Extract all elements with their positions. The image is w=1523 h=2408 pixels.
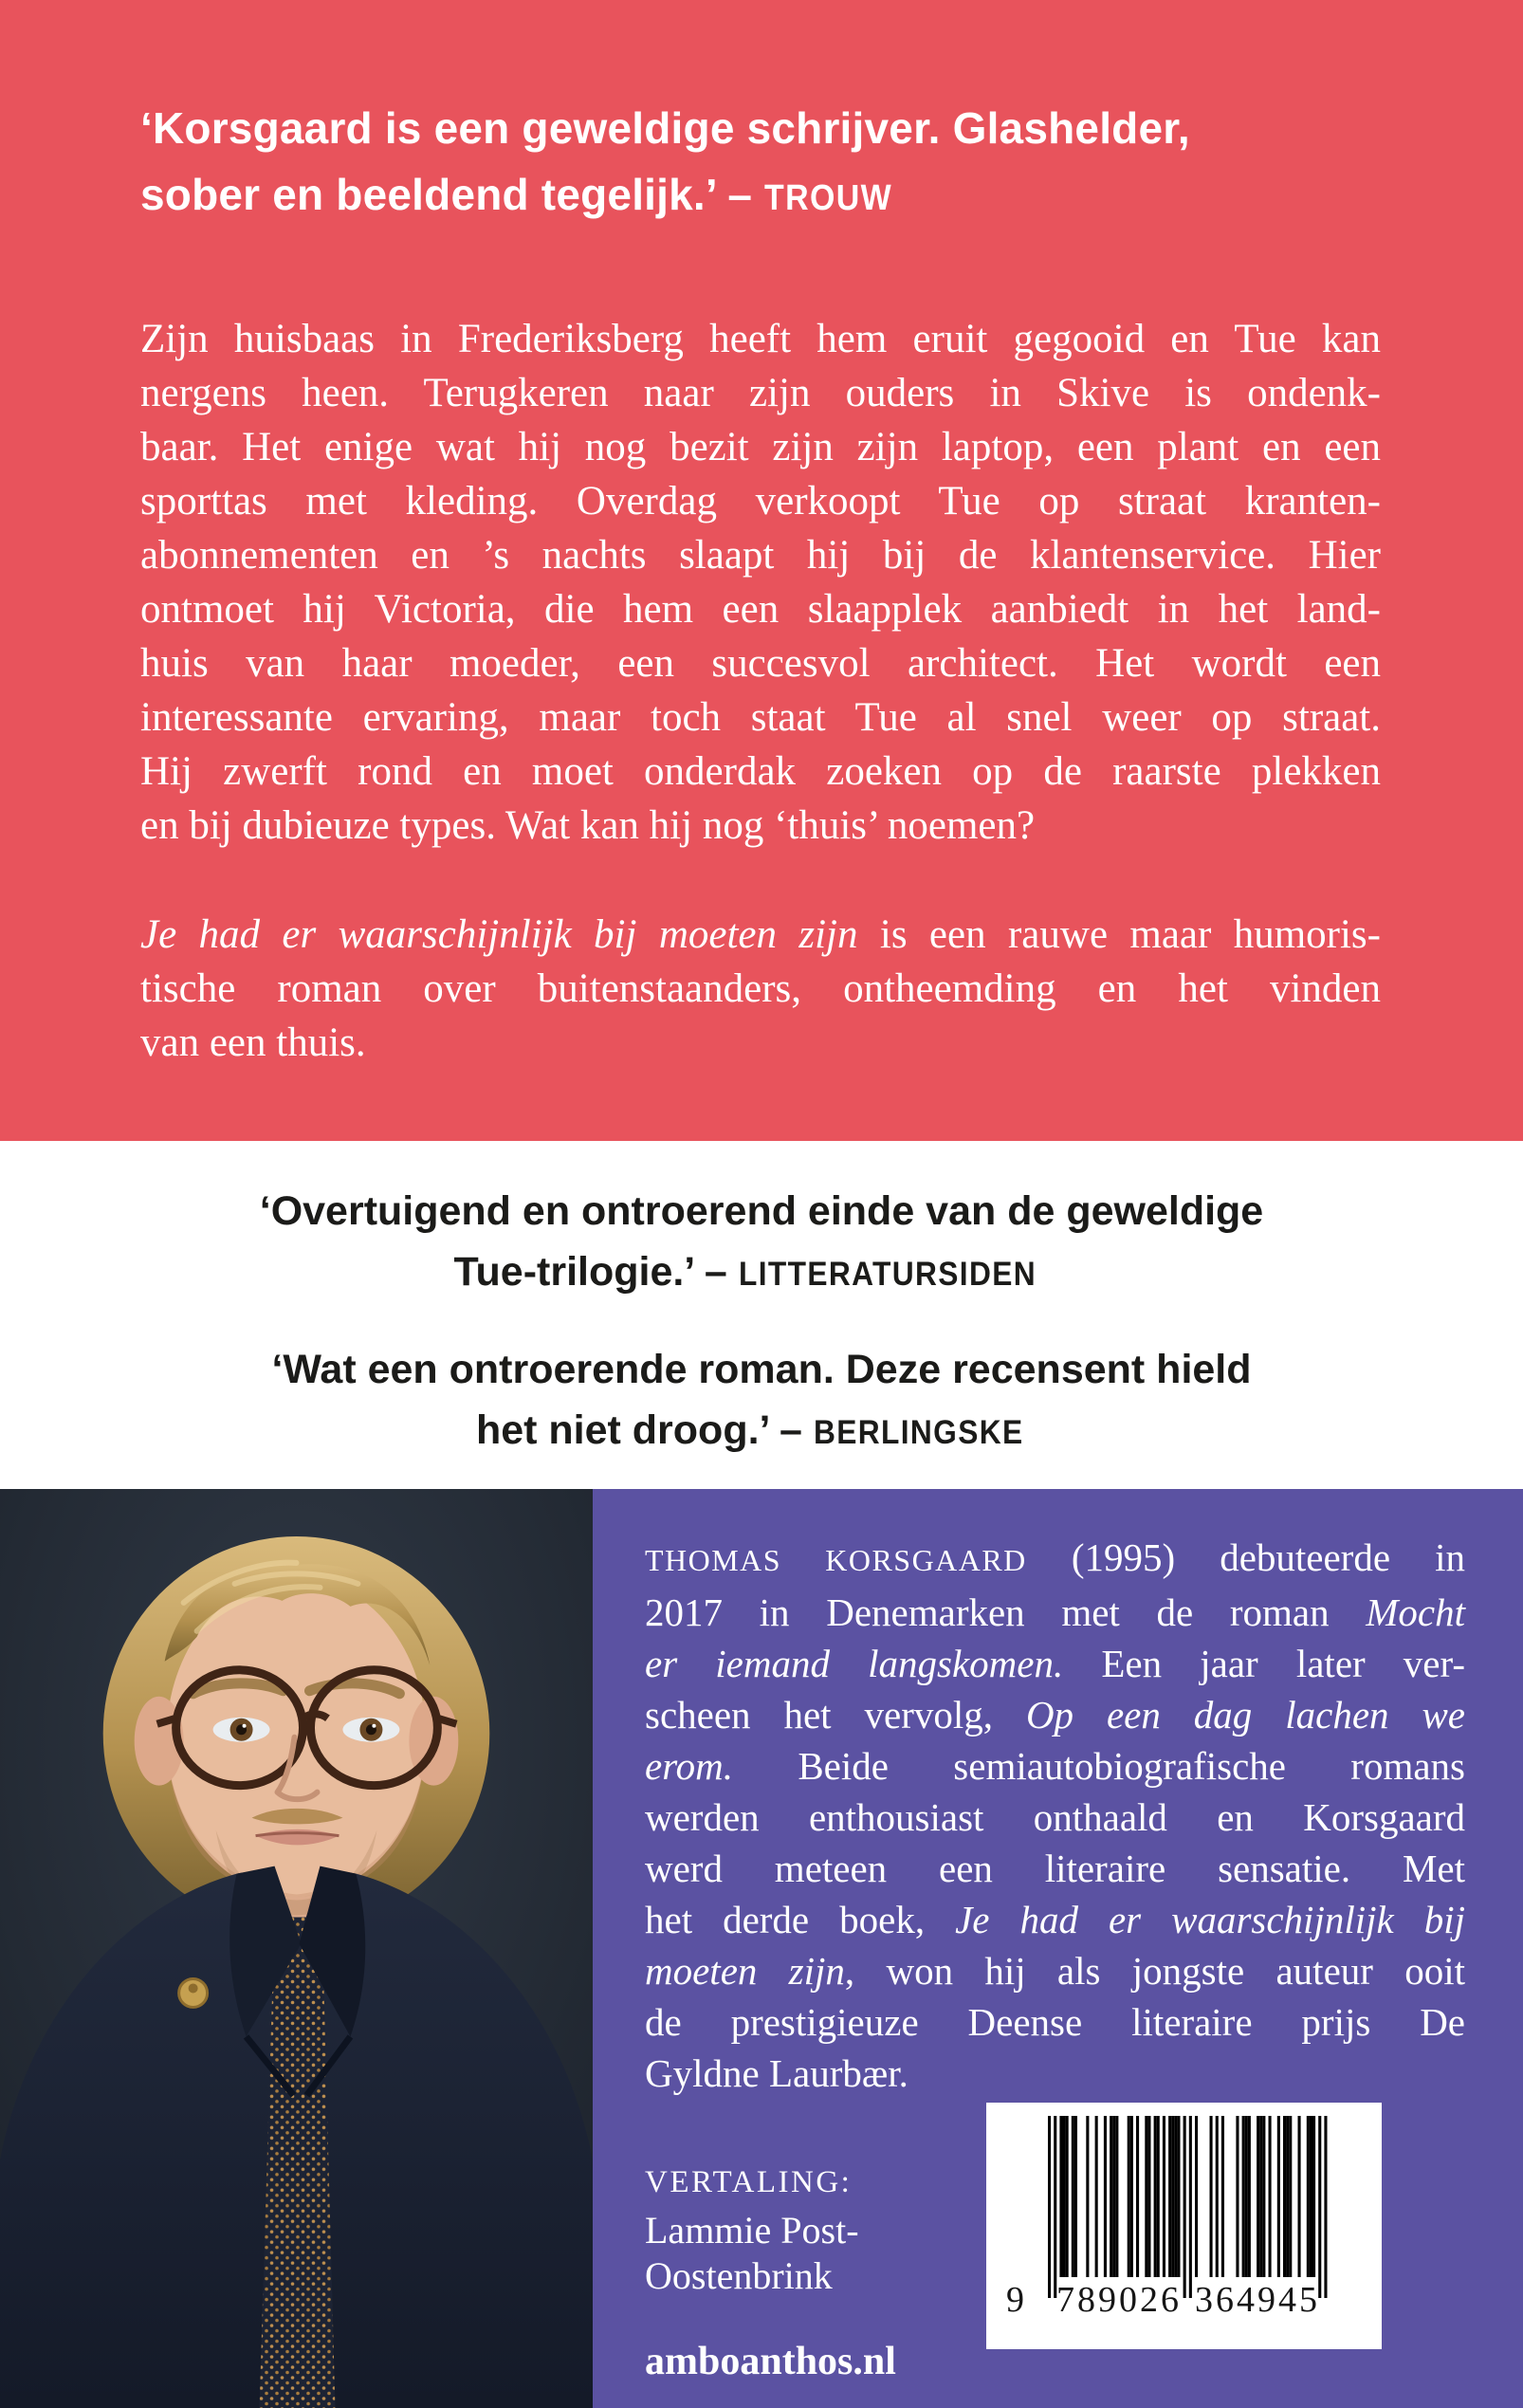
author-bio: THOMAS KORSGAARD (1995) debuteerde in 2017 in Denemarken met de roman Mocht er iemand langskomen. Een jaar later ver- scheen het vervolg, Op een dag lachen we erom. Beide semiautobiografische romans werden enthousiast onthaald en Korsgaard werd meteen een literaire sensatie. Met het derde boek, Je had er waarschijnlijk bij moeten zijn, won hij als jongste auteur ooit de prestigieuze Deense literaire prijs De Gyldne Laurbær.: [645, 1535, 1465, 2095]
isbn-number: [986, 2279, 1382, 2336]
press-quote-litteratursiden: ‘Overtuigend en ontroerend einde van de geweldige Tue-trilogie.’ – LITTERATURSIDEN: [259, 1188, 1264, 1295]
synopsis-paragraph-2: Je had er waarschijnlijk bij moeten zijn is een rauwe maar humoris- tische roman over buitenstaanders, ontheemding en het vinden van een thuis.: [140, 912, 1381, 1065]
press-quote-berlingske: ‘Wat een ontroerende roman. Deze recensent hield het niet droog.’ – BERLINGSKE: [271, 1347, 1252, 1453]
isbn-barcode: [986, 2103, 1382, 2349]
isbn-digit-group: 364945: [1195, 2280, 1320, 2320]
isbn-digit-group: 9: [1006, 2280, 1027, 2320]
author-panel: [593, 1489, 1523, 2408]
isbn-digit-group: 789026: [1056, 2280, 1182, 2320]
author-section: [0, 1489, 1523, 2408]
barcode-bars: [986, 2116, 1382, 2306]
synopsis-section: [0, 0, 1523, 1141]
press-quotes-section: [0, 1141, 1523, 1489]
press-quote-trouw: ‘Korsgaard is een geweldige schrijver. Glashelder, sober en beeldend tegelijk.’ – TROUW: [140, 103, 1190, 219]
author-portrait-illustration: [0, 1489, 593, 2408]
synopsis-paragraph-1: Zijn huisbaas in Frederiksberg heeft hem eruit gegooid en Tue kan nergens heen. Terugkeren naar zijn ouders in Skive is ondenk- baar. Het enige wat hij nog bezit zijn zijn laptop, een plant en een sporttas met kleding. Overdag verkoopt Tue op straat kranten- abonnementen en ’s nachts slaapt hij bij de klantenservice. Hier ontmoet hij Victoria, die hem een slaapplek aanbiedt in het land- huis van haar moeder, een succesvol architect. Het wordt een interessante ervaring, maar toch staat Tue al snel weer op straat. Hij zwerft rond en moet onderdak zoeken op de raarste plekken en bij dubieuze types. Wat kan hij nog ‘thuis’ noemen?: [140, 317, 1381, 848]
translation-label: VERTALING:: [645, 2165, 853, 2199]
author-photo: [0, 1489, 593, 2408]
translator-name: Lammie Post- Oostenbrink: [645, 2209, 859, 2297]
collar-pin: [179, 1978, 208, 2007]
publisher-website: amboanthos.nl: [645, 2340, 896, 2383]
